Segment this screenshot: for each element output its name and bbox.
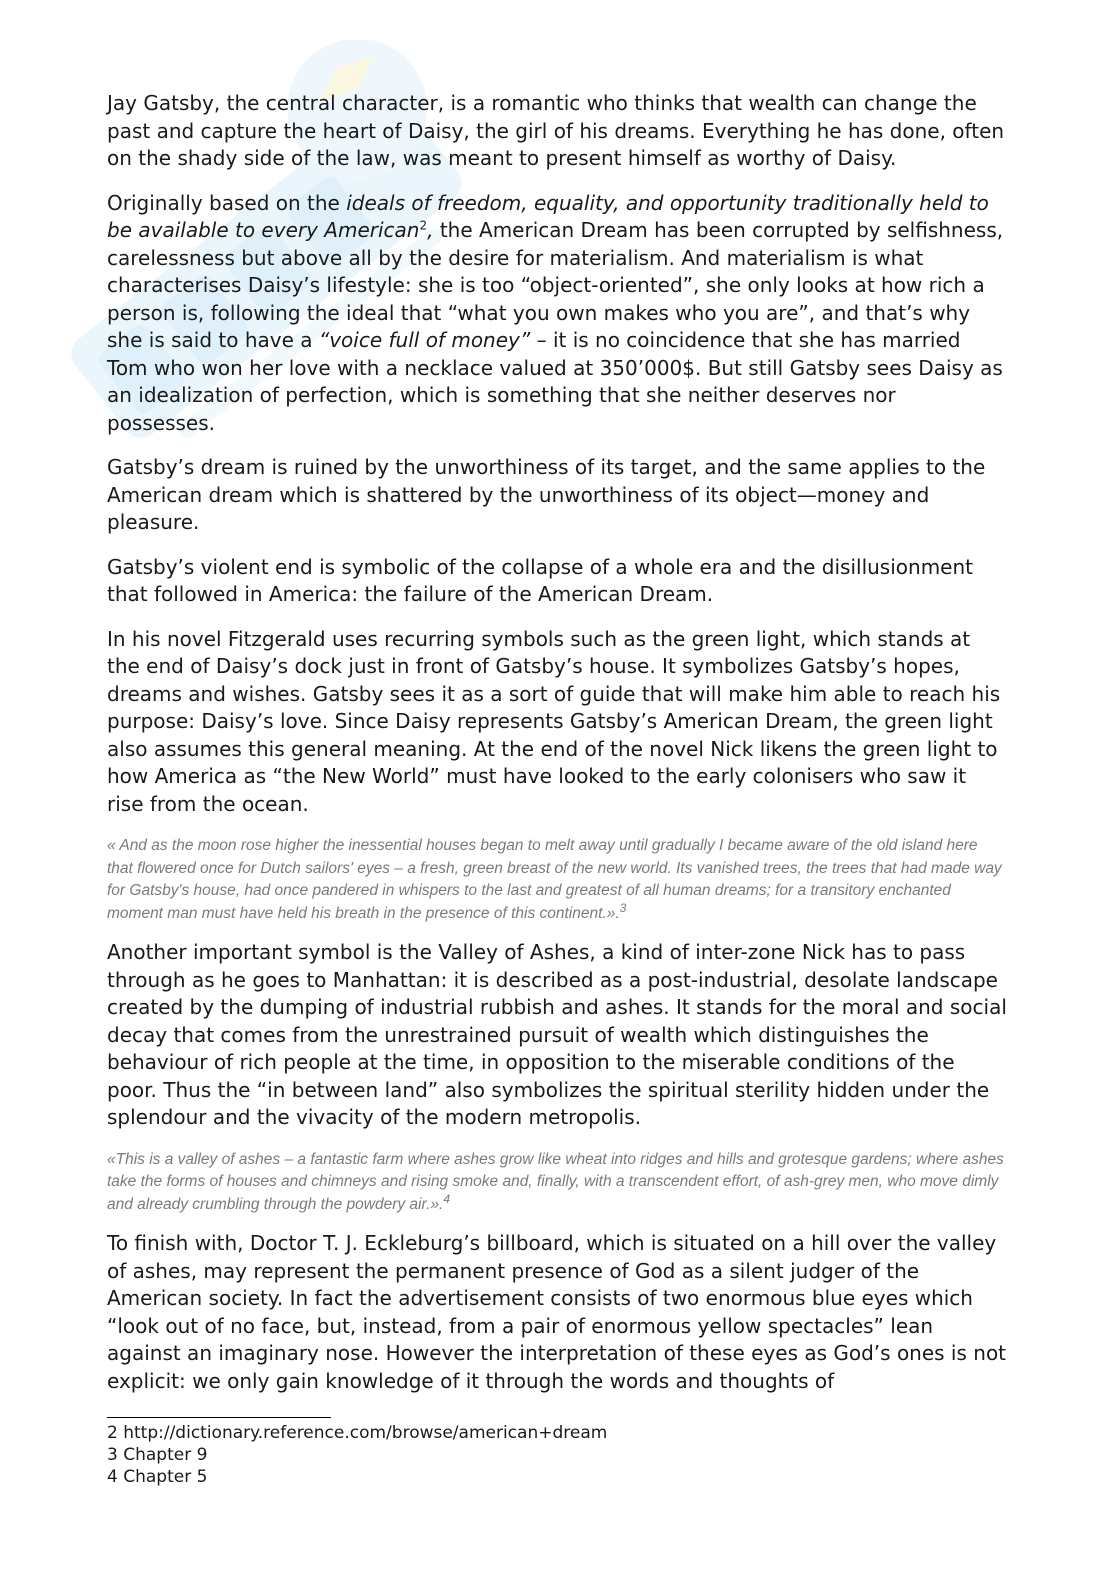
italic-comma: , [427, 218, 434, 242]
block-quote-chapter-5 [107, 1149, 1007, 1217]
paragraph-american-dream [107, 190, 1007, 438]
paragraph-dream-ruined: Gatsby’s dream is ruined by the unworthiness of its target, and the same applies to the American dream which is shattered by the unworthiness of its object—money and pleasure. [107, 455, 986, 534]
text-run: the American Dream has been corrupted by selfishness, carelessness but above all by the desire for materialism. And materialism is what characterises Daisy’s lifestyle: she is too “object-oriented”, she only looks at how rich a person is, following the ideal that “what you own makes who you are”, and that’s why she is said to have a [107, 218, 1004, 352]
paragraph-valley-of-ashes: Another important symbol is the Valley of Ashes, a kind of inter-zone Nick has to pass through as he goes to Manhattan: it is described as a post-industrial, desolate landscape created by the dumping of industrial rubbish and ashes. It stands for the moral and social decay that comes from the unrestrained pursuit of wealth which distinguishes the behaviour of rich people at the time, in opposition to the miserable conditions of the poor. Thus the “in between land” also symbolizes the spiritual sterility hidden under the splendour and the vivacity of the modern metropolis. [107, 940, 1007, 1129]
italic-quote-voice: “voice full of money” [318, 328, 531, 352]
text-run: Originally based on the [107, 190, 347, 215]
block-quote-chapter-9 [107, 835, 1007, 925]
paragraph-eckleburg: To finish with, Doctor T. J. Eckleburg’s billboard, which is situated on a hill over the valley of ashes, may represent the permanent presence of God as a silent judger of the American society. In fact the advertisement consists of two enormous blue eyes which “look out of no face, but, instead, from a pair of enormous yellow spectacles” lean against an imaginary nose. However the interpretation of these eyes as God’s ones is not explicit: we only gain knowledge of it through the words and thoughts of [107, 1231, 1007, 1393]
footnote-ref-2: 2 [419, 218, 428, 233]
italic-definition: ideals of freedom, equality, and opportunity traditionally held to be available to every American [107, 190, 989, 242]
paragraph-gatsby-intro: Jay Gatsby, the central character, is a romantic who thinks that wealth can change the past and capture the heart of Daisy, the girl of his dreams. Everything he has done, often on the shady side of the law, was meant to present himself as worthy of Daisy. [107, 91, 1005, 170]
footnote-4: 4 Chapter 5 [107, 1467, 208, 1487]
quote-text: « And as the moon rose higher the inessential houses began to melt away until gradually I became aware of the old island here that flowered once for Dutch sailors' eyes – a fresh, green breast of the new world. Its vanished trees, the trees that had made way for Gatsby's house, had once pandered in whispers to the last and greatest of all human dreams; for a transitory enchanted moment man must have held his breath in the presence of this continent.». [107, 837, 1002, 922]
paragraph-violent-end: Gatsby’s violent end is symbolic of the collapse of a whole era and the disillusionment that followed in America: the failure of the American Dream. [107, 554, 973, 606]
quote-text: «This is a valley of ashes – a fantastic farm where ashes grow like wheat into ridges and hills and grotesque gardens; where ashes take the forms of houses and chimneys and rising smoke and, finally, with a transcendent effort, of ash-grey men, who move dimly and already crumbling through the powdery air.». [107, 1150, 1004, 1213]
footnote-ref-3: 3 [619, 900, 627, 915]
footnote-2: 2 http://dictionary.reference.com/browse/american+dream [107, 1423, 608, 1443]
footnote-3: 3 Chapter 9 [107, 1445, 208, 1465]
footnote-separator [107, 1417, 331, 1418]
text-run: – it is no coincidence that she has married Tom who won her love with a necklace valued at 350’000$. But still Gatsby sees Daisy as an idealization of perfection, which is something that she neither deserves nor possesses. [107, 328, 1003, 435]
document-body [107, 90, 1007, 1412]
footnotes [107, 1422, 607, 1488]
footnote-ref-4: 4 [443, 1191, 451, 1206]
paragraph-green-light: In his novel Fitzgerald uses recurring symbols such as the green light, which stands at the end of Daisy’s dock just in front of Gatsby’s house. It symbolizes Gatsby’s hopes, dreams and wishes. Gatsby sees it as a sort of guide that will make him able to reach his purpose: Daisy’s love. Since Daisy represents Gatsby’s American Dream, the green light also assumes this general meaning. At the end of the novel Nick likens the green light to how America as “the New World” must have looked to the early colonisers who saw it rise from the ocean. [107, 626, 1001, 816]
